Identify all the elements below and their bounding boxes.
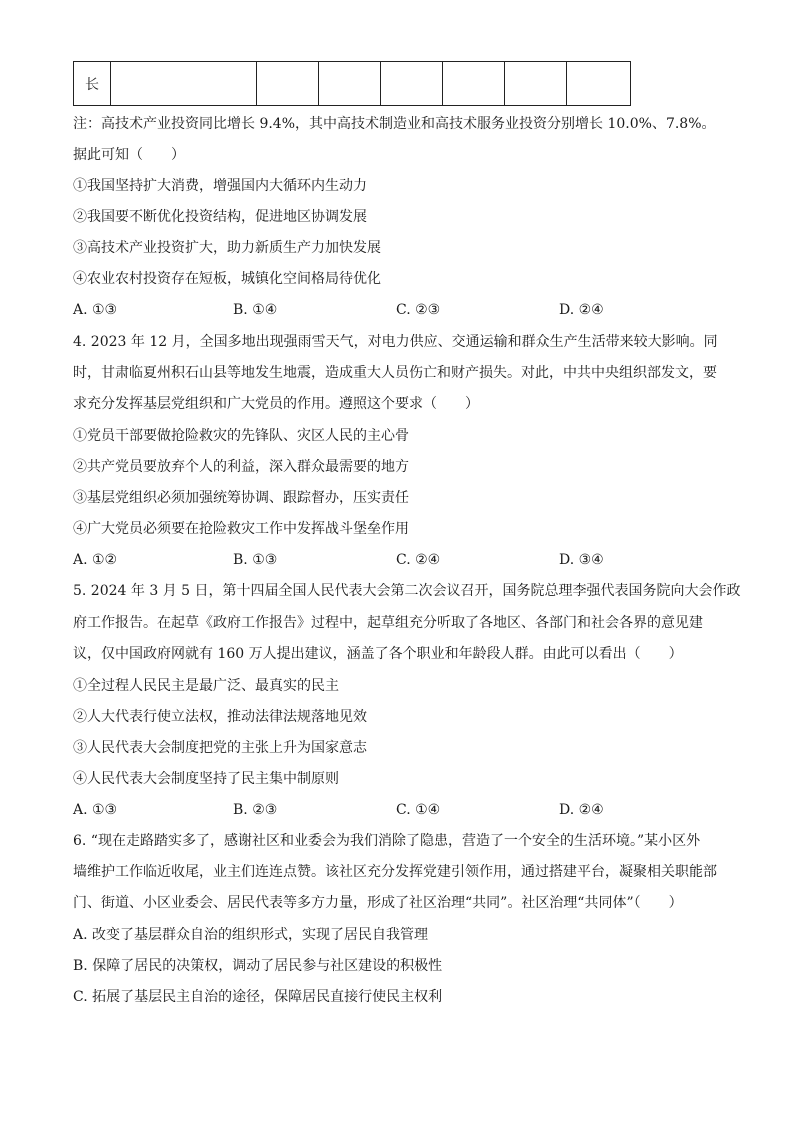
option-b: B. ①③ <box>233 552 278 568</box>
question-stem: 门、街道、小区业委会、居民代表等多方力量，形成了社区治理“共同”。社区治理“共同体”（ ） <box>73 895 683 911</box>
statement-item: ④广大党员必须要在抢险救灾工作中发挥战斗堡垒作用 <box>73 521 409 537</box>
statement-item: ③基层党组织必须加强统筹协调、跟踪督办，压实责任 <box>73 490 409 506</box>
option-b: B. ①④ <box>233 302 278 318</box>
option-c: C. ①④ <box>396 802 441 818</box>
statement-item: ①我国坚持扩大消费，增强国内大循环内生动力 <box>73 178 367 194</box>
table-cell <box>443 62 505 106</box>
table-cell <box>319 62 381 106</box>
statement-item: ③人民代表大会制度把党的主张上升为国家意志 <box>73 740 367 756</box>
question-stem: 6. “现在走路踏实多了，感谢社区和业委会为我们消除了隐患，营造了一个安全的生活环境。”某小区外 <box>73 833 701 849</box>
option-a: A. ①③ <box>73 802 118 818</box>
question-stem: 时，甘肃临夏州积石山县等地发生地震，造成重大人员伤亡和财产损失。对此，中共中央组织部发文，要 <box>73 365 717 381</box>
answer-option: B. 保障了居民的决策权，调动了居民参与社区建设的积极性 <box>73 958 443 974</box>
question-stem: 4. 2023 年 12 月，全国多地出现强雨雪天气，对电力供应、交通运输和群众生产生活带来较大影响。同 <box>73 334 718 350</box>
table-cell: 长 <box>74 62 111 106</box>
table-cell <box>567 62 631 106</box>
statement-item: ④农业农村投资存在短板，城镇化空间格局待优化 <box>73 271 381 287</box>
answer-option: C. 拓展了基层民主自治的途径，保障居民直接行使民主权利 <box>73 989 443 1005</box>
table-note: 注：高技术产业投资同比增长 9.4%，其中高技术制造业和高技术服务业投资分别增长 10.0%、7.8%。 <box>73 116 716 132</box>
table-cell <box>505 62 567 106</box>
statement-item: ④人民代表大会制度坚持了民主集中制原则 <box>73 771 339 787</box>
option-a: A. ①③ <box>73 302 118 318</box>
table-cell <box>111 62 257 106</box>
table-cell <box>381 62 443 106</box>
statement-item: ②我国要不断优化投资结构，促进地区协调发展 <box>73 209 367 225</box>
option-c: C. ②③ <box>396 302 441 318</box>
question-stem: 墙维护工作临近收尾，业主们连连点赞。该社区充分发挥党建引领作用，通过搭建平台，凝聚相关职能部 <box>73 864 717 880</box>
option-a: A. ①② <box>73 552 118 568</box>
answer-option: A. 改变了基层群众自治的组织形式，实现了居民自我管理 <box>73 927 429 943</box>
question-stem: 5. 2024 年 3 月 5 日，第十四届全国人民代表大会第二次会议召开，国务院总理李强代表国务院向大会作政 <box>73 583 741 599</box>
statement-item: ①党员干部要做抢险救灾的先锋队、灾区人民的主心骨 <box>73 428 409 444</box>
option-c: C. ②④ <box>396 552 441 568</box>
option-d: D. ③④ <box>559 552 604 568</box>
statement-item: ①全过程人民民主是最广泛、最真实的民主 <box>73 678 339 694</box>
option-b: B. ②③ <box>233 802 278 818</box>
option-d: D. ②④ <box>559 802 604 818</box>
question-stem: 求充分发挥基层党组织和广大党员的作用。遵照这个要求（ ） <box>73 396 479 412</box>
option-d: D. ②④ <box>559 302 604 318</box>
table-cell <box>257 62 319 106</box>
statement-item: ②共产党员要放弃个人的利益，深入群众最需要的地方 <box>73 459 409 475</box>
data-table-fragment <box>73 61 631 106</box>
question-stem: 据此可知（ ） <box>73 147 185 163</box>
table-row <box>74 62 631 106</box>
question-stem: 府工作报告。在起草《政府工作报告》过程中，起草组充分听取了各地区、各部门和社会各界的意见建 <box>73 615 703 631</box>
question-stem: 议，仅中国政府网就有 160 万人提出建议，涵盖了各个职业和年龄段人群。由此可以看出（ ） <box>73 646 683 662</box>
statement-item: ②人大代表行使立法权，推动法律法规落地见效 <box>73 709 367 725</box>
statement-item: ③高技术产业投资扩大，助力新质生产力加快发展 <box>73 240 381 256</box>
